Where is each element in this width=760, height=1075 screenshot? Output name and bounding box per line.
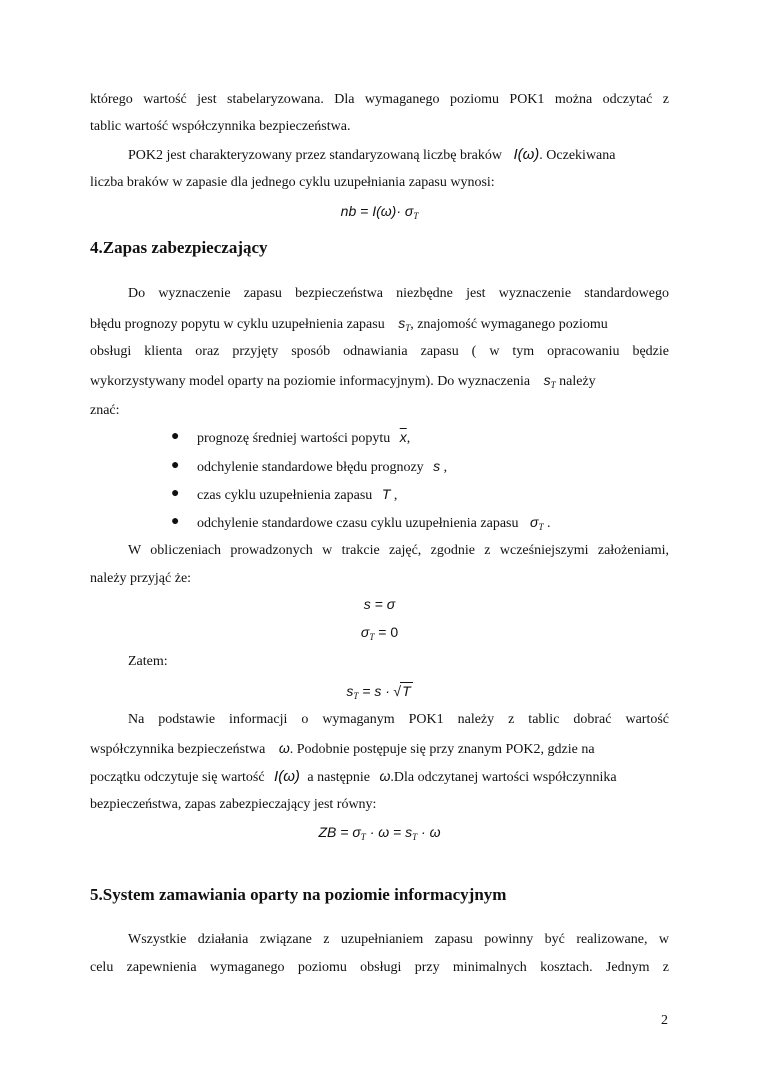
text: . (546, 516, 551, 531)
text: a następnie (307, 770, 370, 785)
paragraph-line: znać: (90, 403, 120, 418)
paragraph-line: należy przyjąć że: (90, 571, 192, 586)
list-item (197, 514, 550, 532)
math-expression: nb = I(ω)· σ (340, 203, 414, 219)
math-expression: T (402, 683, 411, 699)
text: , (406, 431, 411, 446)
paragraph-line: bezpieczeństwa, zapas zabezpieczający jest równy: (90, 797, 377, 812)
section-heading: 4.Zapas zabezpieczający (90, 238, 268, 257)
paragraph-line: celu zapewnienia wymaganego poziomu obsługi przy minimalnych kosztach. Jednym z (90, 960, 669, 975)
formula-s-equals-sigma (90, 596, 669, 614)
text: należy (559, 374, 596, 389)
math-subscript: T (412, 832, 418, 842)
text: prognozę średniej wartości popytu (197, 431, 391, 446)
bullet-icon: ● (171, 514, 180, 529)
math-expression: = s · (358, 683, 390, 699)
zatem-label: Zatem: (128, 654, 168, 669)
text: , (393, 488, 398, 503)
list-item (197, 486, 397, 504)
math-expression: s = σ (363, 596, 396, 612)
formula-sigma-zero (90, 624, 669, 642)
page-number: 2 (661, 1013, 668, 1028)
list-item (197, 458, 447, 476)
section-heading: 5.System zamawiania oparty na poziomie informacyjnym (90, 885, 507, 904)
math-subscript: T (550, 380, 556, 390)
math-expression: σ (360, 624, 370, 640)
paragraph-line (90, 768, 617, 786)
bullet-icon: ● (171, 429, 180, 444)
text: , znajomość wymaganego poziomu (410, 317, 608, 332)
paragraph-line: liczba braków w zapasie dla jednego cyklu uzupełniania zapasu wynosi: (90, 175, 495, 190)
math-subscript: T (360, 832, 366, 842)
text: . Podobnie postępuje się przy znanym POK2, gdzie na (289, 742, 595, 757)
text: . Oczekiwana (539, 148, 616, 163)
text: .Dla odczytanej wartości współczynnika (390, 770, 617, 785)
text: , (443, 460, 448, 475)
math-expression: ZB = σ (318, 824, 361, 840)
paragraph-line: Do wyznaczenie zapasu bezpieczeństwa niezbędne jest wyznaczenie standardowego (128, 286, 669, 301)
math-expression: $\overline{x}$ (399, 429, 407, 445)
math-expression: s (543, 372, 551, 388)
formula-st (90, 682, 669, 701)
paragraph-line: obsługi klienta oraz przyjęty sposób odnawiania zapasu ( w tym opracowaniu będzie (90, 344, 669, 359)
math-subscript: T (413, 211, 419, 221)
math-expression: σ (529, 514, 539, 530)
paragraph-line: tablic wartość współczynnika bezpieczeństwa. (90, 119, 351, 134)
math-expression: I(ω) (513, 146, 540, 163)
math-expression: · ω (417, 824, 441, 840)
text: współczynnika bezpieczeństwa (90, 742, 266, 757)
math-expression: s (346, 683, 354, 699)
text: odchylenie standardowe czasu cyklu uzupełnienia zapasu (197, 516, 519, 531)
paragraph-line: Wszystkie działania związane z uzupełnianiem zapasu powinny być realizowane, w (128, 932, 669, 947)
math-expression: s (398, 315, 406, 331)
math-expression: T (381, 486, 391, 502)
math-expression: · ω = s (365, 824, 413, 840)
text: odchylenie standardowe błędu prognozy (197, 460, 424, 475)
math-subscript: T (369, 632, 375, 642)
math-expression: ω (379, 768, 391, 784)
bullet-icon: ● (171, 486, 180, 501)
paragraph-line: Na podstawie informacji o wymaganym POK1 należy z tablic dobrać wartość (128, 712, 669, 727)
text: początku odczytuje się wartość (90, 770, 265, 785)
text: wykorzystywany model oparty na poziomie informacyjnym). Do wyznaczenia (90, 374, 531, 389)
text: POK2 jest charakteryzowany przez standaryzowaną liczbę braków (128, 148, 502, 163)
paragraph-line (90, 315, 608, 333)
list-item (197, 429, 410, 447)
bullet-icon: ● (171, 458, 180, 473)
paragraph-line: którego wartość jest stabelaryzowana. Dla wymaganego poziomu POK1 można odczytać z (90, 92, 669, 107)
math-expression: s (433, 458, 441, 474)
sqrt-icon: √ (393, 683, 402, 699)
formula-zb (90, 824, 669, 842)
math-expression: I(ω) (274, 768, 300, 785)
formula-nb (90, 203, 669, 221)
paragraph-line (90, 740, 595, 758)
paragraph-line: W obliczeniach prowadzonych w trakcie zajęć, zgodnie z wcześniejszymi założeniami, (128, 543, 669, 558)
paragraph-line (90, 372, 596, 390)
math-expression: = 0 (374, 624, 399, 640)
math-expression: ω (278, 740, 290, 756)
paragraph-line (128, 146, 615, 164)
text: błędu prognozy popytu w cyklu uzupełnienia zapasu (90, 317, 385, 332)
math-subscript: T (538, 522, 544, 532)
math-subscript: T (405, 323, 411, 333)
text: czas cyklu uzupełnienia zapasu (197, 488, 373, 503)
math-subscript: T (353, 691, 359, 701)
